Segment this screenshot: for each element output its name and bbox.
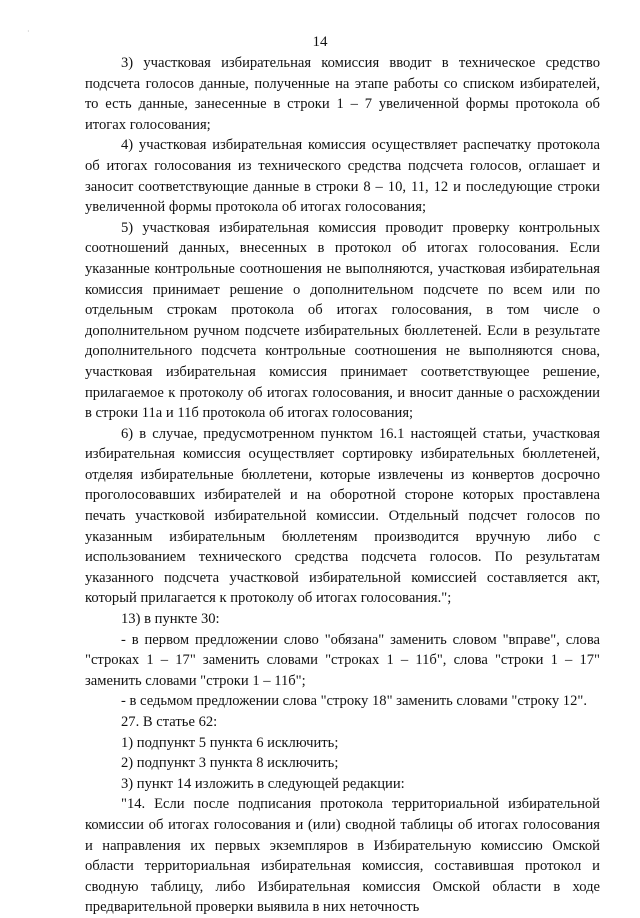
paragraph-amendment-seventh-sentence: - в седьмом предложении слова "строку 18" заменить словами "строку 12". [121, 693, 587, 710]
paragraph-item-4: 4) участковая избирательная комиссия осуществляет распечатку протокола об итогах голосования из технического средства подсчета голосов, оглашает и заносит соответствующие данные в строки 8 – 10, 11, 12 и последующие строки увеличенной формы протокола об итогах голосования; [85, 137, 600, 216]
paragraph-amendment-first-sentence: - в первом предложении слово "обязана" заменить словом "вправе", слова "строках 1 – 17" заменить словами "строках 1 – 11б", слова "строки 1 – 17" заменить словами "строки 1 – 11б"; [85, 631, 600, 689]
page-number: 14 [312, 34, 328, 50]
paragraph-article-62-item-2: 2) подпункт 3 пункта 8 исключить; [121, 755, 339, 772]
paragraph-point-13: 13) в пункте 30: [121, 611, 220, 628]
paragraph-article-62-item-1: 1) подпункт 5 пункта 6 исключить; [121, 734, 339, 751]
document-body [85, 53, 600, 918]
paragraph-item-6: 6) в случае, предусмотренном пунктом 16.1 настоящей статьи, участковая избирательная комиссия осуществляет сортировку избирательных бюллетеней, отделяя избирательные бюллетени, которые извлечены из конвертов досрочно проголосовавших избирателей и на оборотной стороне которых проставлена печать участковой избирательной комиссии. Отдельный подсчет голосов по указанным избирательным бюллетеням производится вручную либо с использованием технического средства подсчета голосов. По результатам указанного подсчета участковой избирательной комиссией составляется акт, который прилагается к протоколу об итогах голосования."; [85, 425, 600, 607]
paragraph-article-62-heading: 27. В статье 62: [121, 714, 218, 730]
paragraph-point-14-new-text: "14. Если после подписания протокола территориальной избирательной комиссии об итогах голосования и (или) сводной таблицы об итогах голосования и направления их первых экземпляров в Избирательную комиссию Омской области территориальная избирательная комиссия, составившая протокол и сводную таблицу, либо Избирательная комиссия Омской области в ходе предварительной проверки выявила в них неточность [85, 796, 600, 916]
paragraph-item-5: 5) участковая избирательная комиссия проводит проверку контрольных соотношений данных, внесенных в протокол об итогах голосования. Если указанные контрольные соотношения не выполняются, участковая избирательная комиссия принимает решение о дополнительном подсчете по всем или по отдельным строкам протокола об итогах голосования, в том числе о дополнительном ручном подсчете избирательных бюллетеней. Если в результате дополнительного подсчета контрольные соотношения не выполняются снова, участковая избирательная комиссия принимает соответствующее решение, прилагаемое к протоколу об итогах голосования, и вносит данные о расхождении в строки 11а и 11б протокола об итогах голосования; [85, 219, 600, 422]
paragraph-article-62-item-3: 3) пункт 14 изложить в следующей редакции: [121, 775, 405, 792]
paragraph-item-3: 3) участковая избирательная комиссия вводит в техническое средство подсчета голосов данные, полученные на этапе работы со списком избирателей, то есть данные, занесенные в строки 1 – 7 увеличенной формы протокола об итогах голосования; [85, 55, 600, 133]
scan-artifact-mark: · [27, 27, 30, 36]
